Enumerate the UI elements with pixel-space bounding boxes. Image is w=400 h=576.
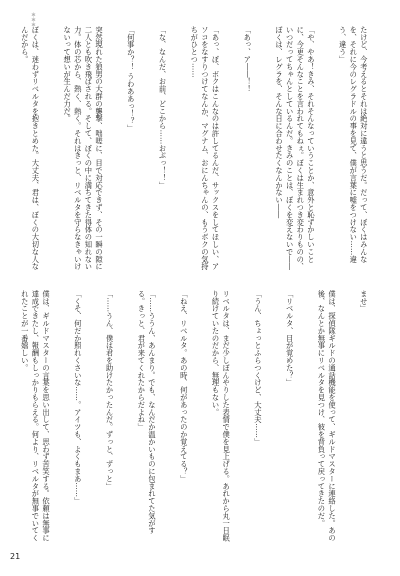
- paragraph: 「何事か？！ うわああっ！？」: [126, 26, 136, 133]
- paragraph: 「あっ、ア――！！: [243, 26, 253, 93]
- paragraph: 「リベルタ、目が覚めた？」: [285, 290, 295, 387]
- paragraph: 「ねえ、リベルタ。あの時、何があったのか覚えてる？」: [179, 290, 189, 483]
- paragraph: 「……うん、僕は君を助けたかったんだ。ずっと、ずっと」: [105, 290, 115, 490]
- paragraph: 「や、やあ！きみ、それそんなっていうことか、意外と恥ずかしいことに、今更そんなことを言われてもねぇ。ぼくは生まれつき変わりものの、いつだってちゃんとしているんだ。きみのことは、ぼくを変えないで――ぼくは、レグラを、そんな日に合わせたくなんかない――: [275, 26, 316, 271]
- paragraph: ませ」: [359, 290, 369, 313]
- paragraph: たけど、今考えるとそれは絶対に違うと思うだ。だって、ぼくはみんなを、それに今のレグラドルの事を見て、僕が言葉に嘘をつけない……違う、違う」: [338, 26, 369, 263]
- paragraph: 「くそ、何だか照れくさいな……。アイツも、よくもまあ……」: [73, 290, 83, 505]
- page-number: 21: [10, 552, 21, 561]
- paragraph: 僕は、ギルドマスターの言葉を思い出して、思わず苦笑する。依頼は無事に達成できたし、報酬もしっかりもらえる。何より、リベルタが無事でいてくれたことが一番嬉しい。: [20, 290, 51, 542]
- paragraph: 突然現れた狼男の大群の襲撃、咄嗟に、目で対応できず、その一瞬の隙に二人とも吹き飛ばされる。そして、ぼくの中に満ちてきた得体の知れない力。体の芯から、熱く、熱く。それはきっと、リベルタを守らなきゃいけないって想いが生んだ力だ。: [63, 26, 104, 271]
- paragraph: 「な、なんだ、お前、どこから……おぷっ！！」: [158, 26, 168, 189]
- paragraph: 「あっ、ぼ、ボクはこんなのは許してるんだ、サックスをしてほしい、アソコをなすりつけてなんか、マグナム、おにんちゃんの、もうボクの気持ちがひとつ……: [190, 26, 221, 271]
- text-block-top: [10, 26, 390, 276]
- paragraph: 「……ううん、あんまり。でも、なんだか温かいものに包まれてた気がする。きっと、君が来てくれたからだよね」: [137, 290, 157, 535]
- paragraph: ぼくは、迷わずリベルタを抱きとめた。大丈夫、君は、ぼくの大切な人なんだから。: [20, 26, 41, 271]
- paragraph: リベルタは、まだ少しぼんやりした表情で僕を見上げる。あれから丸一日眠り続けていたのだから、無理もない。: [211, 290, 232, 542]
- scene-break-mark: ＊＊＊: [30, 12, 36, 27]
- paragraph: 「うん、ちょっとふらつくけど、大丈夫……」: [253, 290, 263, 446]
- text-block-bottom: [10, 290, 390, 542]
- paragraph: 僕は、探偵隊ギルドの通話機能を使って、ギルドマスターに連絡した。あの後、なんとか無事にリベルタを見つけ、彼を背負って戻ってきたのだ。: [317, 290, 338, 542]
